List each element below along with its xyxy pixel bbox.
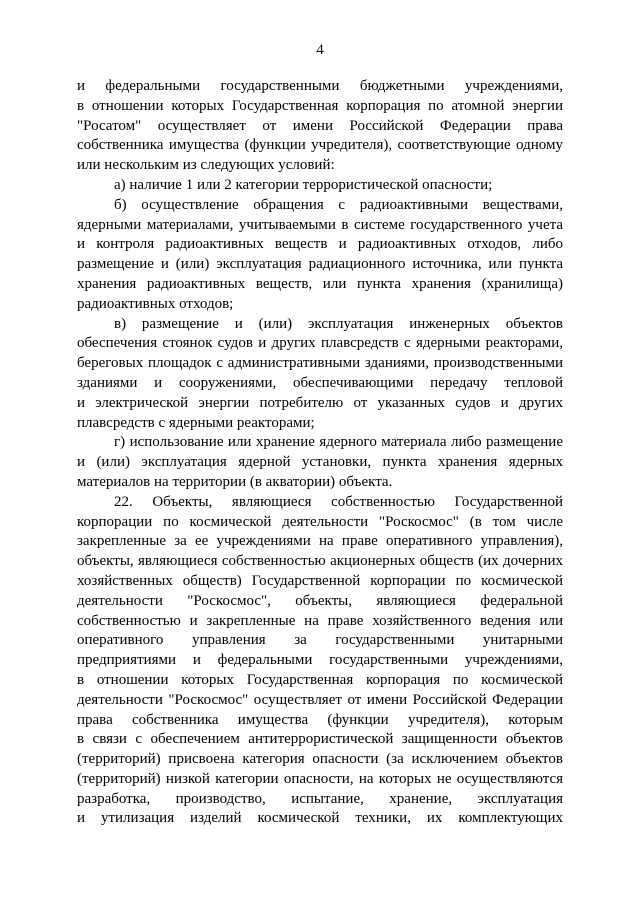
text-line: права собственника имущества (функции учредителя), которым: [77, 711, 563, 728]
text-line: закрепленные за ее учреждениями на праве оперативного управления),: [77, 533, 563, 550]
text-line: оперативного управления за государственными унитарными: [77, 632, 563, 649]
text-line: г) использование или хранение ядерного материала либо размещение: [114, 434, 563, 451]
text-line: материалов на территории (в акватории) объекта.: [77, 473, 393, 490]
text-line: в связи с обеспечением антитеррористической защищенности объектов: [77, 731, 563, 748]
text-line: разработка, производство, испытание, хранение, эксплуатация: [77, 790, 563, 807]
text-line: размещение и (или) эксплуатация радиационного источника, или пункта: [77, 256, 563, 273]
text-line: "Росатом" осуществляет от имени Российской Федерации права: [77, 117, 563, 134]
text-line: и федеральными государственными бюджетными учреждениями,: [77, 78, 563, 94]
text-line: корпорации по космической деятельности "Роскосмос" (в том числе: [77, 513, 563, 530]
text-line: объекты, являющиеся собственностью акционерных обществ (их дочерних: [77, 553, 563, 570]
text-line: плавсредств с ядерными реакторами;: [77, 414, 315, 431]
text-line: 22. Объекты, являющиеся собственностью Государственной: [114, 493, 563, 510]
text-line: деятельности "Роскосмос" осуществляет от имени Российской Федерации: [77, 691, 563, 708]
text-line: б) осуществление обращения с радиоактивными веществами,: [114, 196, 563, 213]
text-line: а) наличие 1 или 2 категории террористической опасности;: [114, 176, 493, 193]
text-line: и электрической энергии потребителю от указанных судов и других: [77, 394, 563, 411]
text-line: и (или) эксплуатация ядерной установки, пункта хранения ядерных: [77, 454, 563, 471]
text-line: (территорий) низкой категории опасности, на которых не осуществляются: [77, 770, 563, 787]
text-line: ядерными материалами, учитываемыми в системе государственного учета: [77, 216, 563, 233]
text-line: в отношении которых Государственная корпорация по космической: [77, 671, 563, 688]
text-line: радиоактивных отходов;: [77, 295, 234, 312]
text-line: деятельности "Роскосмос", объекты, являющиеся федеральной: [77, 592, 563, 609]
page-number: 4: [316, 42, 324, 58]
text-line: и контроля радиоактивных веществ и радиоактивных отходов, либо: [77, 236, 563, 253]
text-line: в) размещение и (или) эксплуатация инженерных объектов: [114, 315, 563, 332]
text-line: собственника имущества (функции учредителя), соответствующие одному: [77, 137, 563, 154]
text-line: или нескольким из следующих условий:: [77, 157, 335, 174]
text-line: береговых площадок с административными зданиями, производственными: [77, 355, 563, 372]
text-line: собственностью и закрепленные на праве хозяйственного ведения или: [77, 612, 563, 629]
text-line: предприятиями и федеральными государственными учреждениями,: [77, 652, 563, 669]
text-line: хозяйственных обществ) Государственной корпорации по космической: [77, 572, 563, 589]
document-body: [77, 77, 563, 829]
text-line: в отношении которых Государственная корпорация по атомной энергии: [77, 97, 563, 114]
text-line: хранения радиоактивных веществ, или пункта хранения (хранилища): [77, 275, 563, 292]
text-line: и утилизация изделий космической техники, их комплектующих: [77, 810, 563, 827]
text-line: зданиями и сооружениями, обеспечивающими передачу тепловой: [77, 374, 563, 391]
text-line: (территорий) присвоена категория опасности (за исключением объектов: [77, 751, 563, 768]
text-line: обеспечения стоянок судов и других плавсредств с ядерными реакторами,: [77, 335, 563, 352]
